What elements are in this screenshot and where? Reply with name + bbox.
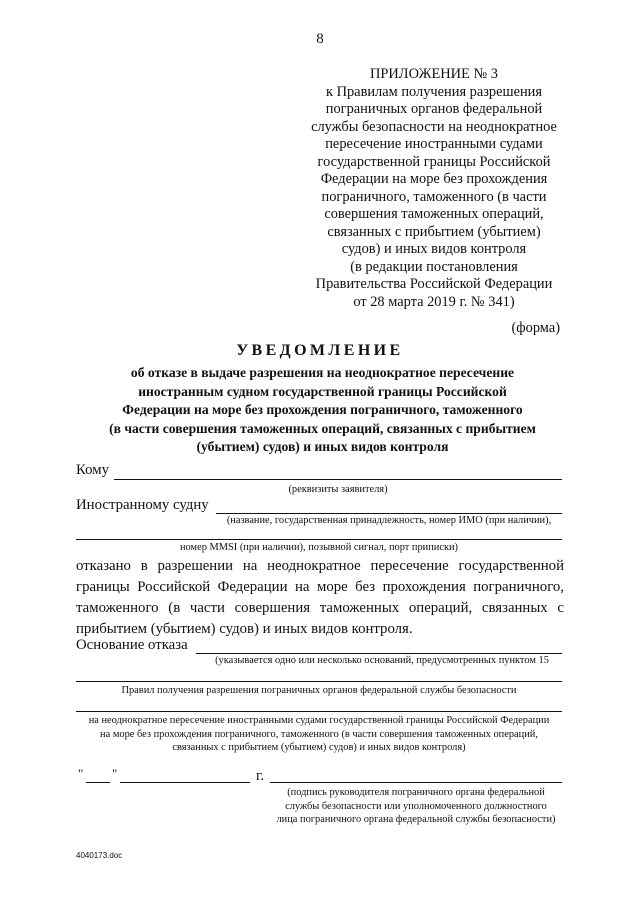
body-line: прибытием (убытием) судов) и иных видов контроля. <box>76 621 413 637</box>
vessel-hint-2: номер MMSI (при наличии), позывной сигнал, порт приписки) <box>179 542 459 553</box>
reason-field-line-2[interactable] <box>76 681 562 682</box>
date-day-line[interactable] <box>86 782 110 783</box>
appendix-line: службы безопасности на неоднократное <box>311 118 557 135</box>
appendix-line: пересечение иностранными судами <box>325 136 543 152</box>
reason-hint-line: на море без прохождения пограничного, таможенного (в части совершения таможенных операций, <box>100 728 538 740</box>
appendix-line: (в редакции постановления <box>350 258 518 275</box>
reason-hint-line: на неоднократное пересечение иностранными судами государственной границы Российской Федерации <box>88 715 550 726</box>
footer-filename: 4040173.doc <box>76 851 123 860</box>
vessel-hint: (название, государственная принадлежность, номер ИМО (при наличии), <box>226 515 552 526</box>
reason-hint-3 <box>76 714 562 755</box>
to-label: Кому <box>76 462 110 478</box>
reason-hint-2: Правил получения разрешения пограничных органов федеральной службы безопасности <box>121 685 517 696</box>
document-title: УВЕДОМЛЕНИЕ <box>236 342 404 359</box>
appendix-line: Правительства Российской Федерации <box>315 276 553 292</box>
body-line: отказано в разрешении на неоднократное пересечение государственной <box>76 558 564 574</box>
appendix-line: пограничного, таможенного (в части <box>321 188 547 205</box>
page-number: 8 <box>316 31 324 47</box>
appendix-line: связанных с прибытием (убытием) <box>327 223 541 240</box>
vessel-field-line-2[interactable] <box>76 539 562 540</box>
appendix-line: совершения таможенных операций, <box>324 206 544 222</box>
document-subtitle <box>70 364 575 457</box>
appendix-line: пограничных органов федеральной <box>325 101 543 117</box>
appendix-line: ПРИЛОЖЕНИЕ № 3 <box>370 66 498 82</box>
refusal-text <box>76 556 564 640</box>
reason-field-line[interactable] <box>196 653 562 654</box>
to-field-line[interactable] <box>114 479 562 480</box>
signature-hint-line: службы безопасности или уполномоченного должностного <box>285 800 547 812</box>
vessel-field-line[interactable] <box>216 513 562 514</box>
appendix-line: судов) и иных видов контроля <box>341 241 527 257</box>
subtitle-line: (в части совершения таможенных операций, связанных с прибытием <box>109 420 536 436</box>
to-hint: (реквизиты заявителя) <box>288 484 388 495</box>
appendix-line: Федерации на море без прохождения <box>320 171 548 187</box>
subtitle-line: Федерации на море без прохождения пограничного, таможенного <box>122 402 523 417</box>
signature-line[interactable] <box>270 782 562 783</box>
reason-field-line-3[interactable] <box>76 711 562 712</box>
form-label: (форма) <box>511 320 560 336</box>
appendix-line: государственной границы Российской <box>317 153 551 170</box>
signature-hint <box>270 786 562 827</box>
appendix-line: к Правилам получения разрешения <box>326 83 542 100</box>
appendix-header <box>300 66 568 311</box>
date-quote-open: " <box>78 766 84 781</box>
date-month-line[interactable] <box>120 782 250 783</box>
body-line: границы Российской Федерации на море без прохождения пограничного, <box>76 579 564 595</box>
date-quote-close: " <box>112 766 118 781</box>
reason-label: Основание отказа <box>76 637 188 653</box>
vessel-label: Иностранному судну <box>76 497 209 513</box>
reason-hint-line: связанных с прибытием (убытием) судов) и иных видов контроля) <box>172 742 466 753</box>
subtitle-line: иностранным судном государственной границы Российской <box>138 383 507 399</box>
reason-hint-1: (указывается одно или несколько оснований, предусмотренных пунктом 15 <box>215 655 549 666</box>
body-line: таможенного (в части совершения таможенных операций, связанных с <box>76 600 564 616</box>
subtitle-line: об отказе в выдаче разрешения на неоднократное пересечение <box>130 365 515 380</box>
signature-hint-line: лица пограничного органа федеральной службы безопасности) <box>276 814 556 825</box>
date-year-suffix: г. <box>256 768 265 784</box>
signature-hint-line: (подпись руководителя пограничного органа федеральной <box>287 787 545 798</box>
subtitle-line: (убытием) судов) и иных видов контроля <box>196 439 449 454</box>
appendix-line: от 28 марта 2019 г. № 341) <box>353 293 515 310</box>
